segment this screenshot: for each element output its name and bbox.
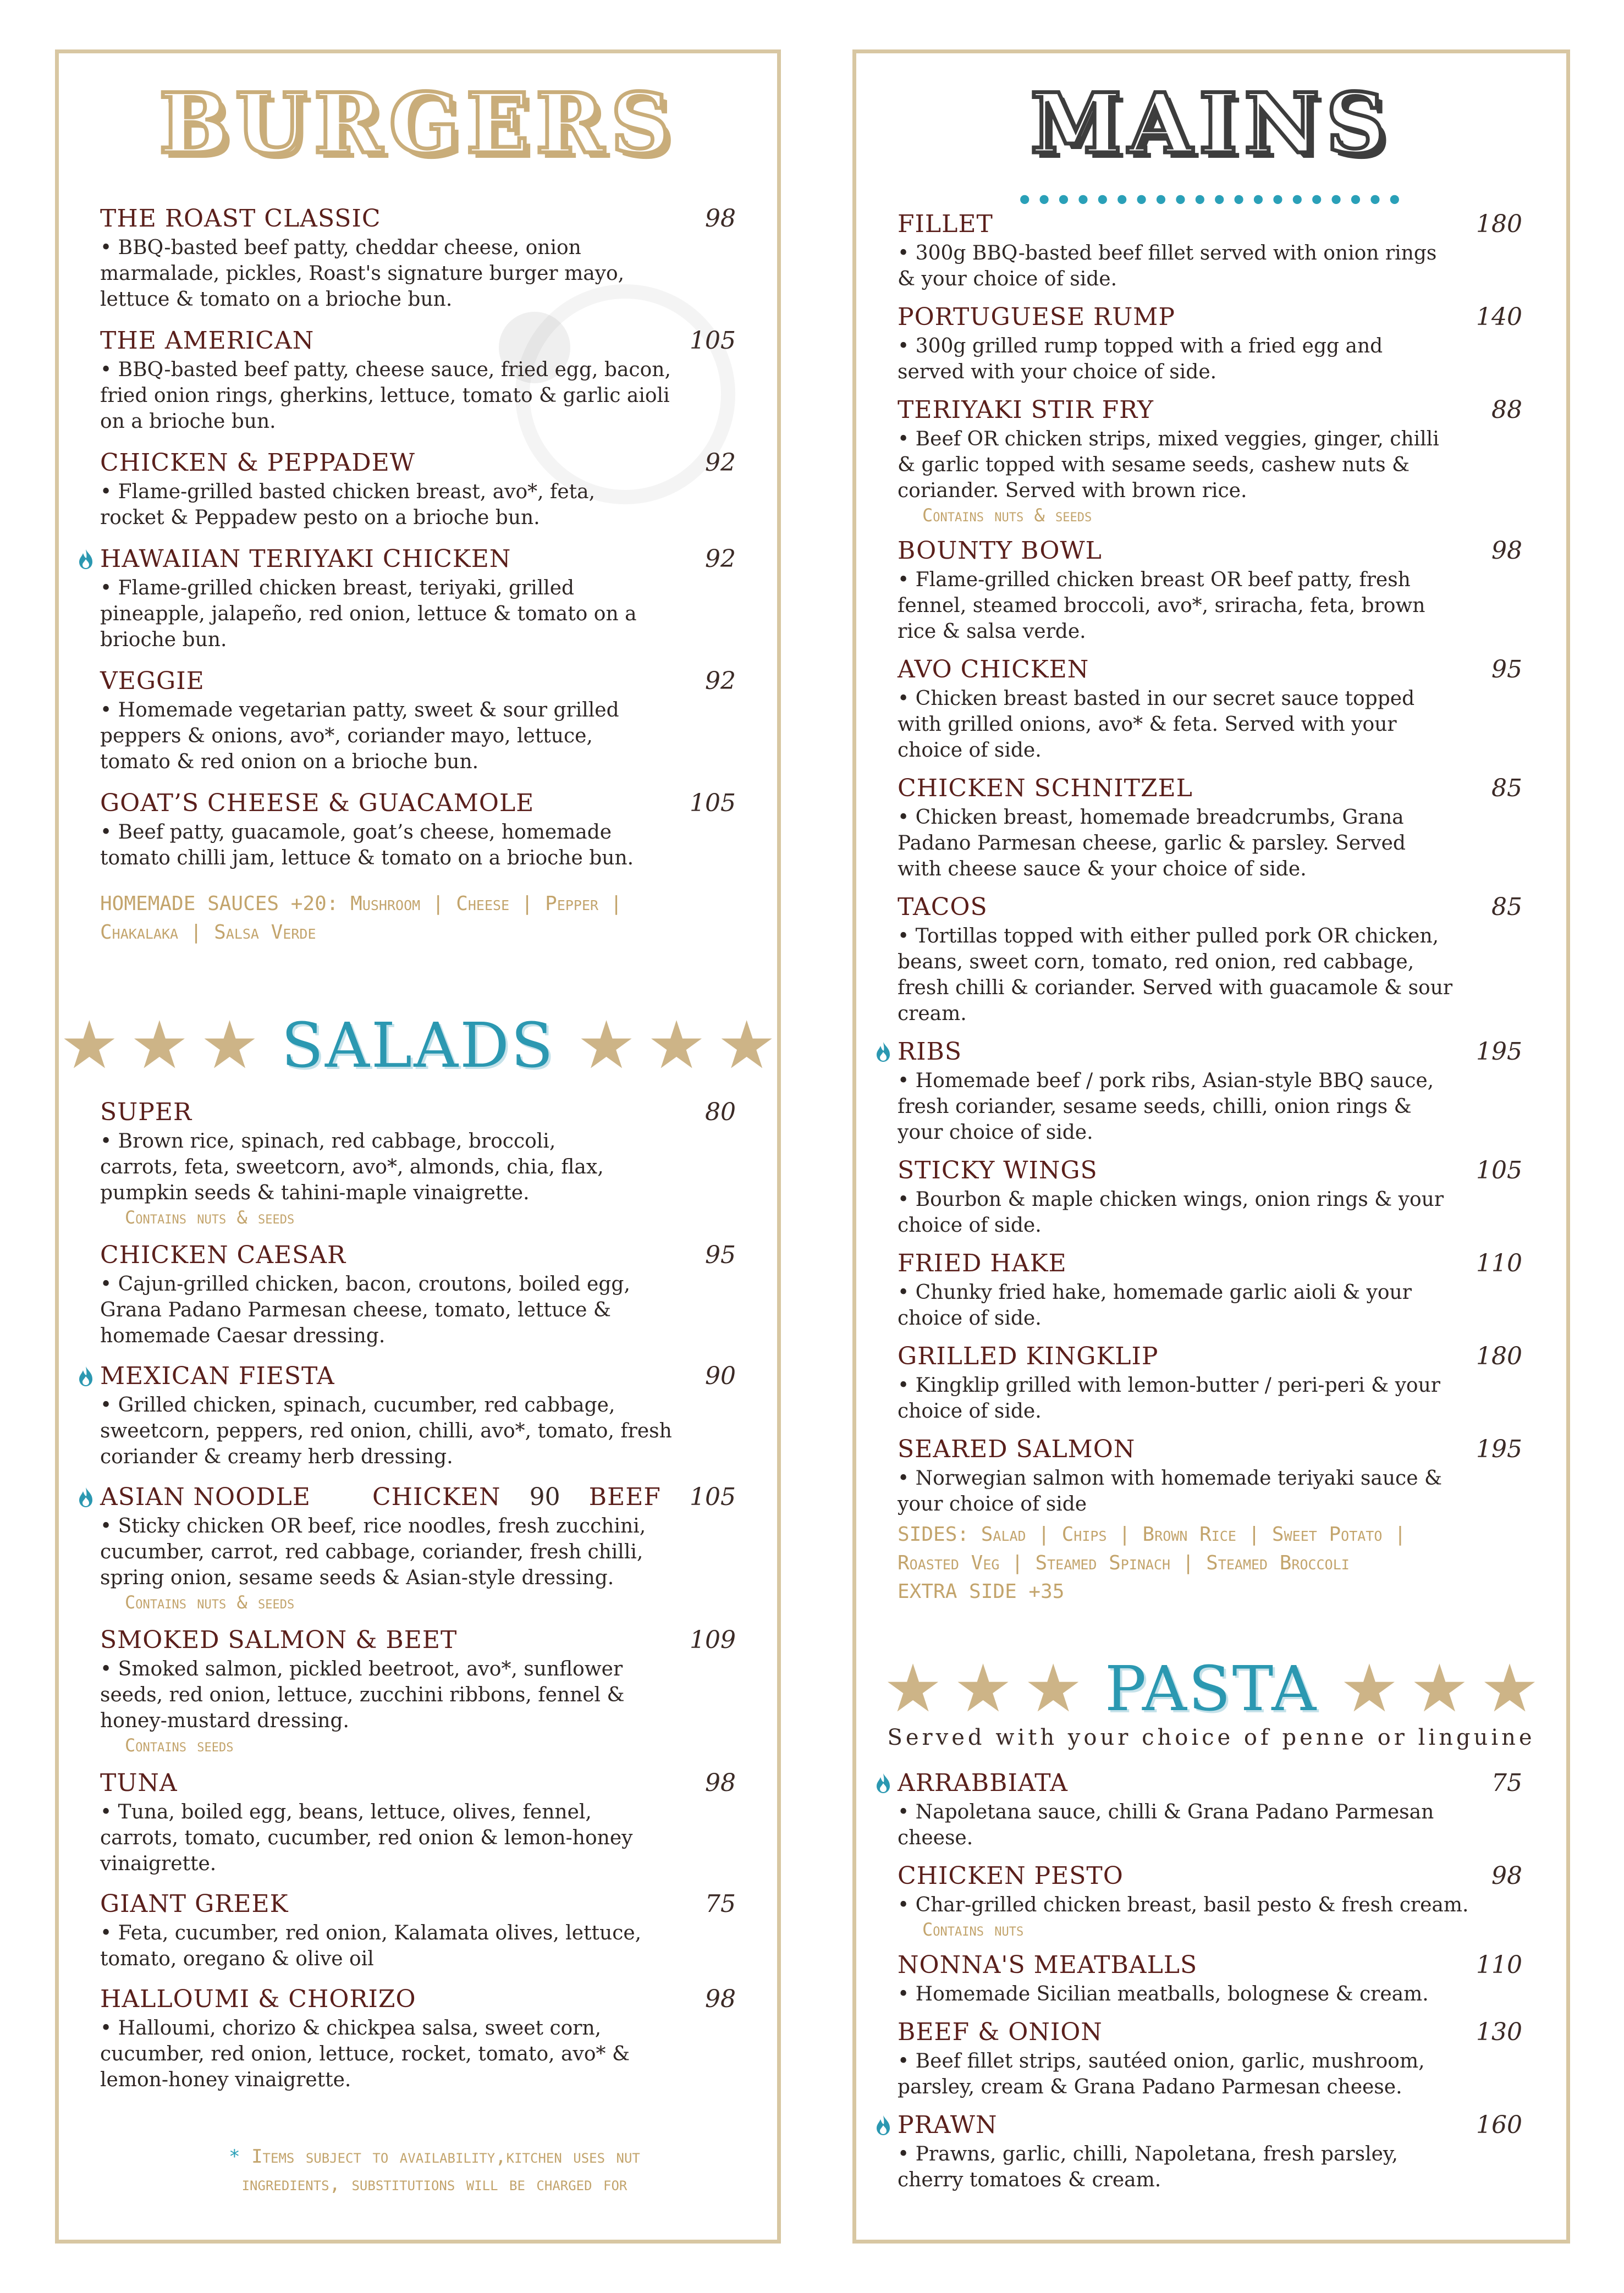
menu-item xyxy=(898,396,1522,526)
item-price: 105 xyxy=(690,1483,736,1511)
menu-item xyxy=(100,1890,736,1972)
spicy-flame-icon xyxy=(77,1486,95,1508)
item-description: • Brown rice, spinach, red cabbage, broccoli, carrots, feta, sweetcorn, avo*, almonds, chia, flax, pumpkin seeds & tahini-maple vinaigrette. xyxy=(100,1130,604,1204)
menu-item xyxy=(100,1362,736,1470)
item-price: 110 xyxy=(1476,1249,1522,1277)
star-icon: ★ xyxy=(717,1007,777,1084)
sides-line-1: SIDES: Salad | Chips | Brown Rice | Sweet Potato | xyxy=(898,1523,1406,1546)
item-description: • Flame-grilled chicken breast, teriyaki, grilled pineapple, jalapeño, red onion, lettuce & tomato on a brioche bun. xyxy=(100,577,637,651)
pasta-subtitle: Served with your choice of penne or linguine xyxy=(887,1725,1535,1750)
left-menu-panel xyxy=(55,49,781,2244)
menu-item xyxy=(898,210,1522,292)
menu-item xyxy=(898,1435,1522,1517)
item-price: 98 xyxy=(1491,1862,1522,1890)
item-name: FRIED HAKE xyxy=(898,1249,1067,1277)
item-name: MEXICAN FIESTA xyxy=(100,1362,335,1390)
item-description: • Prawns, garlic, chilli, Napoletana, fresh parsley, cherry tomatoes & cream. xyxy=(898,2143,1398,2191)
item-price: 85 xyxy=(1491,893,1522,921)
menu-item xyxy=(898,2018,1522,2100)
allergen-note: Contains nuts & seeds xyxy=(125,1592,295,1613)
item-price: 98 xyxy=(705,205,736,233)
menu-item xyxy=(898,537,1522,644)
item-price: 105 xyxy=(690,789,736,817)
item-description: • Homemade Sicilian meatballs, bolognese & cream. xyxy=(898,1983,1429,2005)
item-description: • Grilled chicken, spinach, cucumber, red cabbage, sweetcorn, peppers, red onion, chilli, avo*, tomato, fresh coriander & creamy herb dressing. xyxy=(100,1394,672,1468)
item-description: • Beef OR chicken strips, mixed veggies, ginger, chilli & garlic topped with sesame seeds, cashew nuts & coriander. Served with brown rice. xyxy=(898,428,1439,502)
pasta-list xyxy=(898,1769,1522,2193)
item-description: • Napoletana sauce, chilli & Grana Padano Parmesan cheese. xyxy=(898,1801,1434,1849)
menu-item xyxy=(898,1156,1522,1238)
item-price: 180 xyxy=(1476,1342,1522,1370)
item-price: 95 xyxy=(1491,655,1522,684)
spicy-flame-icon xyxy=(77,548,95,570)
right-menu-panel xyxy=(852,49,1570,2244)
item-price: 85 xyxy=(1491,774,1522,802)
star-icon: ★ xyxy=(130,1007,189,1084)
item-name: HAWAIIAN TERIYAKI CHICKEN xyxy=(100,545,511,573)
star-icon: ★ xyxy=(1410,1651,1469,1727)
allergen-note: Contains seeds xyxy=(125,1735,234,1756)
item-description: • Chunky fried hake, homemade garlic aioli & your choice of side. xyxy=(898,1281,1412,1330)
item-description: • Smoked salmon, pickled beetroot, avo*, sunflower seeds, red onion, lettuce, zucchini ribbons, fennel & honey-mustard dressing. xyxy=(100,1658,625,1732)
item-name: SMOKED SALMON & BEET xyxy=(100,1626,458,1654)
option-chicken-price: 90 xyxy=(529,1483,560,1511)
item-description: • Homemade beef / pork ribs, Asian-style BBQ sauce, fresh coriander, sesame seeds, chilli, onion rings & your choice of side. xyxy=(898,1070,1434,1144)
item-description: • Beef fillet strips, sautéed onion, garlic, mushroom, parsley, cream & Grana Padano Parmesan cheese. xyxy=(898,2050,1425,2098)
item-price: 88 xyxy=(1491,396,1522,424)
item-name: PRAWN xyxy=(898,2111,998,2139)
item-price: 109 xyxy=(690,1626,736,1654)
asterisk-icon: * xyxy=(229,2146,240,2168)
item-name: AVO CHICKEN xyxy=(898,655,1089,684)
menu-item xyxy=(898,655,1522,763)
item-name: PORTUGUESE RUMP xyxy=(898,303,1175,331)
item-name: CHICKEN SCHNITZEL xyxy=(898,774,1193,802)
menu-item xyxy=(898,893,1522,1027)
spicy-flame-icon xyxy=(874,1041,892,1063)
homemade-sauces-note: HOMEMADE SAUCES +20: Mushroom | Cheese | Pepper | Chakalaka | Salsa Verde xyxy=(100,892,623,944)
item-price: 75 xyxy=(705,1890,736,1918)
item-description: • Char-grilled chicken breast, basil pesto & fresh cream. xyxy=(898,1894,1469,1916)
item-description: • Flame-grilled chicken breast OR beef patty, fresh fennel, steamed broccoli, avo*, sriracha, feta, brown rice & salsa verde. xyxy=(898,569,1425,643)
item-name: GOAT’S CHEESE & GUACAMOLE xyxy=(100,789,535,817)
sides-line-2: Roasted Veg | Steamed Spinach | Steamed Broccoli xyxy=(898,1552,1350,1574)
star-icon: ★ xyxy=(1480,1651,1539,1727)
item-description: • BBQ-basted beef patty, cheese sauce, fried egg, bacon, fried onion rings, gherkins, lettuce, tomato & garlic aioli on a brioche bun. xyxy=(100,359,671,433)
item-name: THE ROAST CLASSIC xyxy=(100,205,381,233)
menu-item xyxy=(100,1098,736,1228)
star-icon: ★ xyxy=(200,1007,260,1084)
item-name: VEGGIE xyxy=(100,667,205,695)
menu-item xyxy=(898,1862,1522,1940)
item-price: 195 xyxy=(1476,1435,1522,1463)
item-name: SEARED SALMON xyxy=(898,1435,1136,1463)
item-name: BEEF & ONION xyxy=(898,2018,1103,2046)
footer-line-2: ingredients, substitutions will be charged for xyxy=(241,2173,627,2195)
menu-item xyxy=(100,1241,736,1349)
item-description: • Sticky chicken OR beef, rice noodles, fresh zucchini, cucumber, carrot, red cabbage, coriander, fresh chilli, spring onion, sesame seeds & Asian-style dressing. xyxy=(100,1515,646,1589)
menu-item xyxy=(100,1985,736,2093)
menu-item xyxy=(898,1249,1522,1331)
menu-item xyxy=(898,1769,1522,1851)
allergen-note: Contains nuts & seeds xyxy=(125,1207,295,1228)
item-description: • 300g grilled rump topped with a fried egg and served with your choice of side. xyxy=(898,335,1383,383)
item-name: NONNA'S MEATBALLS xyxy=(898,1951,1198,1979)
burgers-list xyxy=(100,205,736,947)
mains-list xyxy=(898,210,1522,1606)
item-name: SUPER xyxy=(100,1098,192,1126)
menu-item xyxy=(100,789,736,871)
menu-item xyxy=(100,545,736,653)
item-name: TACOS xyxy=(898,893,988,921)
item-name: STICKY WINGS xyxy=(898,1156,1098,1184)
menu-item xyxy=(898,774,1522,882)
item-price: 92 xyxy=(705,545,736,573)
item-description: • Chicken breast basted in our secret sauce topped with grilled onions, avo* & feta. Served with your choice of side. xyxy=(898,687,1415,762)
item-price: 140 xyxy=(1476,303,1522,331)
item-price: 130 xyxy=(1476,2018,1522,2046)
item-description: • Beef patty, guacamole, goat’s cheese, homemade tomato chilli jam, lettuce & tomato on a brioche bun. xyxy=(100,821,634,869)
item-price: 98 xyxy=(705,1769,736,1797)
menu-item xyxy=(100,327,736,434)
menu-item xyxy=(898,1951,1522,2007)
footer-line-1: Items subject to availability,kitchen uses nut xyxy=(251,2146,640,2168)
spicy-flame-icon xyxy=(874,2114,892,2136)
menu-item xyxy=(100,667,736,775)
item-price: 75 xyxy=(1491,1769,1522,1797)
menu-item xyxy=(898,303,1522,385)
item-description: • Kingklip grilled with lemon-butter / peri-peri & your choice of side. xyxy=(898,1374,1440,1423)
item-description: • 300g BBQ-basted beef fillet served with onion rings & your choice of side. xyxy=(898,242,1437,290)
item-price: 195 xyxy=(1476,1038,1522,1066)
item-description: • Halloumi, chorizo & chickpea salsa, sweet corn, cucumber, red onion, lettuce, rocket, tomato, avo* & lemon-honey vinaigrette. xyxy=(100,2017,630,2091)
salads-title: SALADS xyxy=(281,1010,555,1082)
item-description: • BBQ-basted beef patty, cheddar cheese, onion marmalade, pickles, Roast's signature burger mayo, lettuce & tomato on a brioche bun. xyxy=(100,236,625,311)
menu-item xyxy=(100,1626,736,1756)
item-price: 80 xyxy=(705,1098,736,1126)
item-description: • Feta, cucumber, red onion, Kalamata olives, lettuce, tomato, oregano & olive oil xyxy=(100,1922,642,1970)
item-name: THE AMERICAN xyxy=(100,327,315,355)
item-name: TERIYAKI STIR FRY xyxy=(898,396,1154,424)
item-name: FILLET xyxy=(898,210,993,238)
star-icon: ★ xyxy=(647,1007,706,1084)
item-description: • Chicken breast, homemade breadcrumbs, Grana Padano Parmesan cheese, garlic & parsley. Served with cheese sauce & your choice of side. xyxy=(898,806,1406,880)
item-name: ASIAN NOODLE xyxy=(100,1483,311,1511)
item-name: HALLOUMI & CHORIZO xyxy=(100,1985,416,2013)
allergen-note: Contains nuts & seeds xyxy=(922,505,1092,526)
item-name: RIBS xyxy=(898,1038,962,1066)
item-price: 105 xyxy=(690,327,736,355)
menu-item xyxy=(100,449,736,531)
dotted-divider: •••••••••••••••••••• xyxy=(1016,185,1406,215)
spicy-flame-icon xyxy=(874,1772,892,1794)
item-description: • Norwegian salmon with homemade teriyaki sauce & your choice of side xyxy=(898,1467,1442,1515)
salads-heading xyxy=(59,1007,777,1084)
item-price: 92 xyxy=(705,667,736,695)
item-name: GRILLED KINGKLIP xyxy=(898,1342,1159,1370)
availability-footer-note xyxy=(125,2143,744,2198)
item-name: CHICKEN CAESAR xyxy=(100,1241,346,1269)
item-name: GIANT GREEK xyxy=(100,1890,289,1918)
item-description: • Tuna, boiled egg, beans, lettuce, olives, fennel, carrots, tomato, cucumber, red onion & lemon-honey vinaigrette. xyxy=(100,1801,633,1875)
item-description: • Cajun-grilled chicken, bacon, croutons, boiled egg, Grana Padano Parmesan cheese, tomato, lettuce & homemade Caesar dressing. xyxy=(100,1273,630,1347)
star-icon: ★ xyxy=(1023,1651,1083,1727)
mains-heading: MAINS xyxy=(1030,75,1392,172)
salads-list xyxy=(100,1098,736,2093)
menu-item xyxy=(100,1769,736,1877)
star-icon: ★ xyxy=(883,1651,943,1727)
extra-side-note: EXTRA SIDE +35 xyxy=(898,1580,1065,1603)
item-price: 105 xyxy=(1476,1156,1522,1184)
pasta-heading xyxy=(856,1653,1566,1725)
item-price: 98 xyxy=(705,1985,736,2013)
item-price: 92 xyxy=(705,449,736,477)
item-price: 98 xyxy=(1491,537,1522,565)
item-price: 90 xyxy=(705,1362,736,1390)
sides-note xyxy=(898,1520,1522,1606)
menu-item xyxy=(100,205,736,312)
item-price: 110 xyxy=(1476,1951,1522,1979)
item-description: • Flame-grilled basted chicken breast, avo*, feta, rocket & Peppadew pesto on a brioche bun. xyxy=(100,481,596,529)
item-name: ARRABBIATA xyxy=(898,1769,1068,1797)
item-price: 95 xyxy=(705,1241,736,1269)
menu-item xyxy=(898,1342,1522,1424)
menu-item xyxy=(100,1483,736,1613)
item-name: BOUNTY BOWL xyxy=(898,537,1102,565)
item-description: • Homemade vegetarian patty, sweet & sour grilled peppers & onions, avo*, coriander mayo, lettuce, tomato & red onion on a brioche bun. xyxy=(100,699,619,773)
menu-item xyxy=(898,2111,1522,2193)
star-icon: ★ xyxy=(59,1007,119,1084)
menu-item xyxy=(898,1038,1522,1145)
option-beef: BEEF xyxy=(588,1483,661,1511)
item-name: TUNA xyxy=(100,1769,178,1797)
star-icon: ★ xyxy=(1340,1651,1399,1727)
star-icon: ★ xyxy=(576,1007,636,1084)
option-chicken: CHICKEN xyxy=(372,1483,501,1511)
pasta-title: PASTA xyxy=(1104,1653,1318,1725)
item-price: 160 xyxy=(1476,2111,1522,2139)
item-description: • Bourbon & maple chicken wings, onion rings & your choice of side. xyxy=(898,1188,1444,1237)
item-name: CHICKEN & PEPPADEW xyxy=(100,449,416,477)
allergen-note: Contains nuts xyxy=(922,1919,1024,1940)
item-name: CHICKEN PESTO xyxy=(898,1862,1124,1890)
item-price: 180 xyxy=(1476,210,1522,238)
item-description: • Tortillas topped with either pulled pork OR chicken, beans, sweet corn, tomato, red onion, red cabbage, fresh chilli & coriander. Served with guacamole & sour cream. xyxy=(898,925,1453,1025)
star-icon: ★ xyxy=(953,1651,1013,1727)
spicy-flame-icon xyxy=(77,1365,95,1387)
burgers-heading: BURGERS xyxy=(159,75,677,172)
